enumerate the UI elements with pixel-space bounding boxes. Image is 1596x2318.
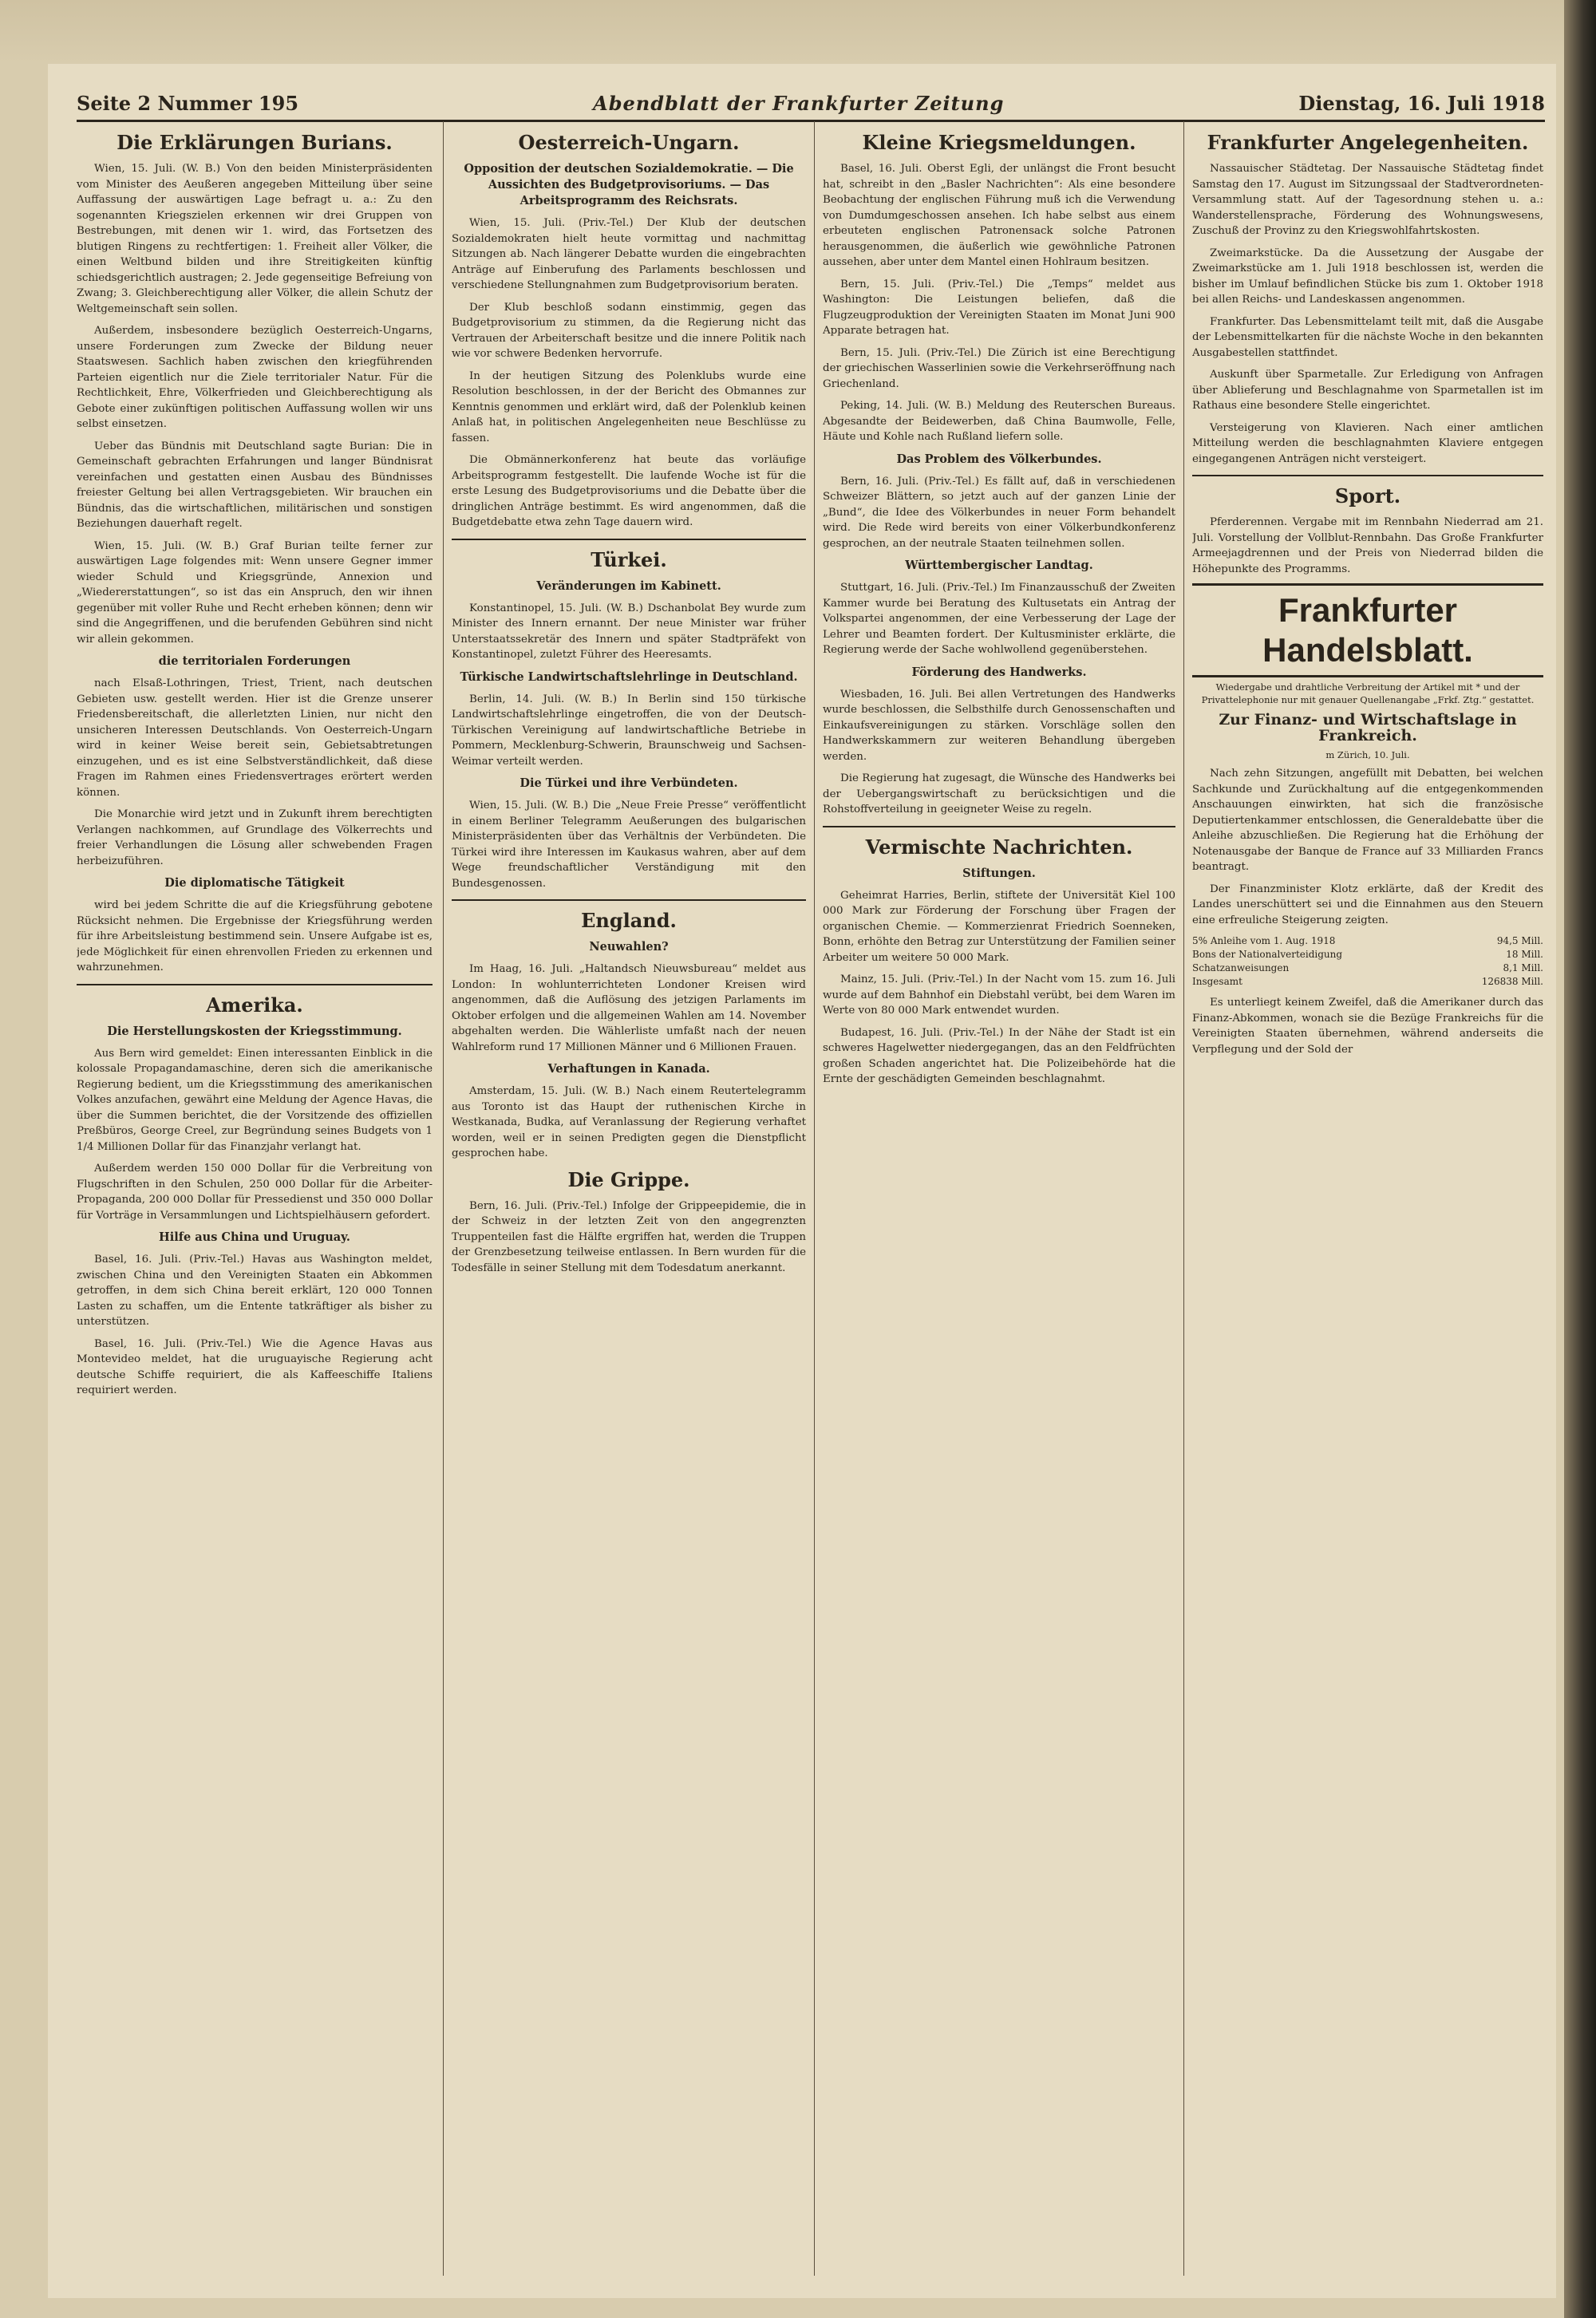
article-paragraph: Auskunft über Sparmetalle. Zur Erledigung von Anfragen über Ablieferung und Beschlagnahme von Sparmetallen ist im Rathaus eine besondere Stelle eingerichtet. xyxy=(1192,369,1543,412)
article-paragraph: Es unterliegt keinem Zweifel, daß die Amerikaner durch das Finanz-Abkommen, wonach sie die Bezüge Frankreichs für die Vereinigten Staaten übernehmen, während anderseits die Verpflegung und der Sold der xyxy=(1192,997,1543,1056)
article-paragraph: Konstantinopel, 15. Juli. (W. B.) Dschanbolat Bey wurde zum Minister des Innern ernannt. Der neue Minister war früher Unterstaatssekretär des Innern und später Stadtpräfekt von Konstantinopel, zuletzt Führer des Heeresamts. xyxy=(452,602,806,661)
article-paragraph: Wien, 15. Juli. (W. B.) Von den beiden Ministerpräsidenten vom Minister des Aeußeren angegeben Mitteilung über seine Auffassung der auswärtigen Lage befragt u. a.: Zu den sogenannten Kriegszielen erkennen wir drei Gruppen von Bestrebungen, mit denen wir 1. wird, das Fortsetzen des blutigen Ringens zu rechtfertigen: 1. Freiheit aller Völker, die einen Weltbund bilden und ihre Streitigkeiten künftig schiedsgerichtlich austragen; 2. Jede gegenseitige Befreiung von Zwang; 3. Gleichberechtigung aller Völker, die allein Schutz der Weltgemeinschaft sein sollen. xyxy=(77,163,433,315)
article-paragraph: wird bei jedem Schritte die auf die Kriegsführung gebotene Rücksicht nehmen. Die Ergebnisse der Kriegsführung werden für ihre Arbeitsleistung bestimmend sein. Unsere Aufgabe ist es, jede Möglichkeit für einen ehrenvollen Frieden zu erkennen und wahrzunehmen. xyxy=(77,899,433,973)
article-title: Türkei. xyxy=(591,547,667,571)
table-cell: 5% Anleihe vom 1. Aug. 1918 xyxy=(1192,935,1336,946)
article-paragraph: Stuttgart, 16. Juli. (Priv.-Tel.) Im Finanzausschuß der Zweiten Kammer wurde bei Beratung des Kultusetats ein Antrag der Volkspartei angenommen, der eine Verbesserung der Lage der Lehrer und Beamten fordert. Der Kultusminister erklärte, die Regierung werde der Sache wohlwollend gegenüberstehen. xyxy=(823,582,1175,656)
table-cell: Bons der Nationalverteidigung xyxy=(1192,949,1343,960)
article-paragraph: Außerdem, insbesondere bezüglich Oesterreich-Ungarns, unsere Forderungen zum Zwecke der Bildung neuer Staatswesen. Sachlich haben zwischen den kriegführenden Parteien eigentlich nur die Ziele territorialer Natur. Für die Rechtlichkeit, Ehre, Völkerfrieden und Gleichberechtigung als Gebote einer zukünftigen politischen Auffassung wollen wir uns selbst einsetzen. xyxy=(77,325,433,430)
article-paragraph: Bern, 15. Juli. (Priv.-Tel.) Die „Temps“ meldet aus Washington: Die Leistungen beliefen, daß die Flugzeugproduktion der Vereinigten Staaten im Monat Juni 900 Apparate betragen hat. xyxy=(823,278,1175,337)
article-title: Vermischte Nachrichten. xyxy=(865,835,1133,859)
article-title: Amerika. xyxy=(206,993,303,1017)
handelsblatt-notice: Wiedergabe und drahtliche Verbreitung der Artikel mit * und der Privattelephonie nur mit genauer Quellenangabe „Frkf. Ztg.“ gestattet. xyxy=(1201,681,1535,705)
section-subheading: Die Herstellungskosten der Kriegsstimmung. xyxy=(107,1024,402,1038)
column-3 xyxy=(823,126,1175,2280)
section-rule xyxy=(1192,475,1543,476)
section-subheading: Veränderungen im Kabinett. xyxy=(536,579,721,593)
article-paragraph: Amsterdam, 15. Juli. (W. B.) Nach einem Reutertelegramm aus Toronto ist das Haupt der ruthenischen Kirche in Westkanada, Budka, auf Veranlassung der Regierung verhaftet worden, weil er in seinen Predigten gegen die Dienstpflicht gesprochen habe. xyxy=(452,1085,806,1159)
article-paragraph: Wien, 15. Juli. (W. B.) Die „Neue Freie Presse“ veröffentlicht in einem Berliner Telegramm Aeußerungen des bulgarischen Ministerpräsidenten über das Verhältnis der Verbündeten. Die Türkei wird ihre Interessen im Kaukasus wahren, aber auf dem Wege freundschaftlicher Verständigung mit den Bundesgenossen. xyxy=(452,800,806,890)
article-paragraph: Der Klub beschloß sodann einstimmig, gegen das Budgetprovisorium zu stimmen, da die Regierung nicht das Vertrauen der Arbeiterschaft besitze und die innere Politik nach wie vor schwere Bedenken hervorrufe. xyxy=(452,301,806,360)
issue-date: Dienstag, 16. Juli 1918 xyxy=(1298,92,1545,115)
article-title: Oesterreich-Ungarn. xyxy=(518,131,740,154)
article-paragraph: Nassauischer Städtetag. Der Nassauische Städtetag findet Samstag den 17. August im Sitzungssaal der Stadtverordneten-Versammlung statt. Auf der Tagesordnung stehen u. a.: Wanderstellensprache, Förderung des Wohnungswesens, Zuschuß der Provinz zu den Kriegswohlfahrtskosten. xyxy=(1192,163,1543,237)
article-title: Die Grippe. xyxy=(567,1167,690,1191)
article-paragraph: Ueber das Bündnis mit Deutschland sagte Burian: Die in Gemeinschaft gebrachten Erfahrungen und langer Bündnisrat vereinfachen und gestatten einen Ausbau des Bündnisses freiester Geltung bei allen Vertragsgebieten. Wir brauchen ein Bündnis, das die wirtschaftlichen, militärischen und sonstigen Beziehungen dauerhaft regelt. xyxy=(77,440,433,530)
article-paragraph: Basel, 16. Juli. (Priv.-Tel.) Wie die Agence Havas aus Montevideo meldet, hat die uruguayische Regierung acht deutsche Schiffe requiriert, die als Kaffeeschiffe Italiens requiriert werden. xyxy=(77,1337,433,1396)
article-paragraph: In der heutigen Sitzung des Polenklubs wurde eine Resolution beschlossen, in der der Bericht des Obmannes zur Kenntnis genommen und erklärt wird, daß der Polenklub keinen Anlaß hat, in politischen Angelegenheiten neue Beschlüsse zu fassen. xyxy=(452,369,806,444)
article-title: Zur Finanz- und Wirtschaftslage in Frankreich. xyxy=(1219,711,1517,744)
figures-table xyxy=(1192,934,1543,989)
section-rule xyxy=(823,826,1175,827)
article-paragraph: Wien, 15. Juli. (Priv.-Tel.) Der Klub der deutschen Sozialdemokraten hielt heute vormittag und nachmittag Sitzungen ab. Nach längerer Debatte wurden die eingebrachten Anträge auf Einberufung des Parlaments beschlossen und verschiedene Stellungnahmen zum Budgetprovisorium beraten. xyxy=(452,217,806,291)
article-paragraph: Wiesbaden, 16. Juli. Bei allen Vertretungen des Handwerks wurde beschlossen, die Selbsthilfe durch Genossenschaften und Einkaufsvereinigungen zu stärken. Vorschläge sollen den Handwerkskammern zur weiteren Behandlung übergeben werden. xyxy=(823,688,1175,763)
article-paragraph: Peking, 14. Juli. (W. B.) Meldung des Reuterschen Bureaus. Abgesandte der Beidewerben, daß China Baumwolle, Felle, Häute und Kohle nach Rußland liefern solle. xyxy=(823,400,1175,443)
table-row xyxy=(1192,948,1543,962)
article-paragraph: Wien, 15. Juli. (W. B.) Graf Burian teilte ferner zur auswärtigen Lage folgendes mit: Wenn unsere Gegner immer wieder Schuld und Kriegsgründe, Annexion und „Wiedererstattungen“, so ist das ein Anspruch, den wir ihnen gegenüber mit voller Ruhe und Recht erheben können; denn wir sind die Angegriffenen, und die berufenden Gebühren sind nicht wir allein gekommen. xyxy=(77,539,433,646)
article-paragraph: Berlin, 14. Juli. (W. B.) In Berlin sind 150 türkische Landwirtschaftslehrlinge eingetroffen, die von der Deutsch-Türkischen Vereinigung auf landwirtschaftliche Betriebe in Pommern, Mecklenburg-Schwerin, Braunschweig und Sachsen-Weimar verteilt werden. xyxy=(452,693,806,768)
table-cell: Schatzanweisungen xyxy=(1192,962,1290,973)
section-subheading: die territorialen Forderungen xyxy=(158,654,351,668)
column-divider xyxy=(814,121,815,2276)
section-rule xyxy=(452,899,806,901)
article-paragraph: Die Monarchie wird jetzt und in Zukunft ihrem berechtigten Verlangen nachkommen, auf Grundlage des Völkerrechts und freier Verhandlungen die Lösung aller schwebenden Fragen herbeizuführen. xyxy=(77,808,433,867)
article-paragraph: Mainz, 15. Juli. (Priv.-Tel.) In der Nacht vom 15. zum 16. Juli wurde auf dem Bahnhof ein Diebstahl verübt, bei dem Waren im Werte von 80 000 Mark entwendet wurden. xyxy=(823,973,1175,1017)
section-subheading: Das Problem des Völkerbundes. xyxy=(896,452,1102,466)
section-rule xyxy=(452,539,806,540)
section-subheading: Verhaftungen in Kanada. xyxy=(547,1062,710,1076)
section-subheading: Neuwahlen? xyxy=(589,940,669,954)
section-subheading: Stiftungen. xyxy=(962,866,1036,880)
section-subheading: Türkische Landwirtschaftslehrlinge in Deutschland. xyxy=(460,669,798,684)
table-row xyxy=(1192,975,1543,989)
page-header xyxy=(77,80,1545,122)
section-subheading: Hilfe aus China und Uruguay. xyxy=(159,1230,350,1244)
article-title: Die Erklärungen Burians. xyxy=(117,131,393,154)
article-paragraph: Nach zehn Sitzungen, angefüllt mit Debatten, bei welchen Sachkunde und Zurückhaltung auf die entgegenkommenden Anschauungen einwirkten, hat sich die französische Deputiertenkammer entschlossen, die Generaldebatte über die Anleihe abzuschließen. Die Regierung hat die Erhöhung der Notenausgabe der Banque de France auf 33 Milliarden Francs beantragt. xyxy=(1192,768,1543,873)
article-paragraph: Bern, 16. Juli. (Priv.-Tel.) Es fällt auf, daß in verschiedenen Schweizer Blättern, so jetzt auch auf der ganzen Linie der „Bund“, die Idee des Völkerbundes in neuer Form behandelt wird. Die Rede wird bereits von einer Völkerbundkonferenz gesprochen, an der neutrale Staaten teilnehmen sollen. xyxy=(823,475,1175,550)
article-paragraph: Die Regierung hat zugesagt, die Wünsche des Handwerks bei der Uebergangswirtschaft zu berücksichtigen und die Rohstoffverteilung in geeigneter Weise zu regeln. xyxy=(823,772,1175,815)
scan-border-top xyxy=(0,0,1596,64)
masthead: Abendblatt der Frankfurter Zeitung xyxy=(593,92,1005,115)
article-paragraph: Der Finanzminister Klotz erklärte, daß der Kredit des Landes unerschüttert sei und die Einnahmen aus den Steuern eine erfreuliche Steigerung zeigten. xyxy=(1192,883,1543,926)
article-paragraph: Versteigerung von Klavieren. Nach einer amtlichen Mitteilung werden die beschlagnahmten Klaviere entgegen eingegangenen Anträgen nicht versteigert. xyxy=(1192,421,1543,465)
article-title: England. xyxy=(581,909,677,932)
article-paragraph: Pferderennen. Vergabe mit im Rennbahn Niederrad am 21. Juli. Vorstellung der Vollblut-Rennbahn. Das Große Frankfurter Armeejagdrennen und der Preis von Niederrad bilden die Höhepunkte des Programms. xyxy=(1192,516,1543,575)
section-subheading: Förderung des Handwerks. xyxy=(911,665,1087,679)
table-row xyxy=(1192,934,1543,948)
table-cell: 8,1 Mill. xyxy=(1503,962,1543,973)
column-1 xyxy=(77,126,433,2280)
article-paragraph: Basel, 16. Juli. (Priv.-Tel.) Havas aus Washington meldet, zwischen China und den Vereinigten Staaten ein Abkommen getroffen, in dem sich China bereit erklärt, 120 000 Tonnen Lasten zu schaffen, um die Entente tatkräftiger als bisher zu unterstützen. xyxy=(77,1254,433,1328)
article-paragraph: Im Haag, 16. Juli. „Haltandsch Nieuwsbureau“ meldet aus London: In wohlunterrichteten Londoner Kreisen wird angenommen, daß die Auflösung des jetzigen Parlaments im Oktober erfolgen und die allgemeinen Wahlen am 14. November abgehalten werden. Die Wählerliste umfaßt nach der neuen Wahlreform rund 17 Millionen Männer und 6 Millionen Frauen. xyxy=(452,963,806,1053)
article-title: Sport. xyxy=(1334,484,1401,507)
article-paragraph: nach Elsaß-Lothringen, Triest, Trient, nach deutschen Gebieten usw. gestellt werden. Hier ist die Grenze unserer Friedensbereitschaft, die allerletzten Linien, nur nicht den unsicheren Interessen Deutschlands. Von Oesterreich-Ungarn wird in keiner Weise bereit sein, Gebietsabtretungen einzugehen, und es ist eine Selbstverständlichkeit, daß diese Fragen im Rahmen eines Friedensvertrages erörtert werden können. xyxy=(77,677,433,799)
article-paragraph: Außerdem werden 150 000 Dollar für die Verbreitung von Flugschriften in den Schulen, 250 000 Dollar für die Arbeiter-Propaganda, 200 000 Dollar für Pressedienst und 350 000 Dollar für Vorträge in Versammlungen und Lichtspielhäusern gefordert. xyxy=(77,1163,433,1222)
article-paragraph: Frankfurter. Das Lebensmittelamt teilt mit, daß die Ausgabe der Lebensmittelkarten für die nächste Woche in den bekannten Ausgabestellen stattfindet. xyxy=(1192,315,1543,359)
article-paragraph: Bern, 16. Juli. (Priv.-Tel.) Infolge der Grippeepidemie, die in der Schweiz in der letzten Zeit von den angegrenzten Truppenteilen fast die Hälfte ergriffen hat, werden die Truppen der Grenzbesetzung teilweise entlassen. In Bern wurden für die Todesfälle in seiner Stellung mit dem Todesdatum anerkannt. xyxy=(452,1199,806,1274)
table-row xyxy=(1192,962,1543,975)
column-2 xyxy=(452,126,806,2280)
section-subheading: Die diplomatische Tätigkeit xyxy=(164,876,345,890)
article-paragraph: Budapest, 16. Juli. (Priv.-Tel.) In der Nähe der Stadt ist ein schweres Hagelwetter niedergegangen, das an den Feldfrüchten großen Schaden angerichtet hat. Die Polizeibehörde hat die Ernte der geschädigten Gemeinden beschlagnahmt. xyxy=(823,1026,1175,1085)
section-subheading: Die Türkei und ihre Verbündeten. xyxy=(519,776,738,790)
section-subheading: Opposition der deutschen Sozialdemokratie. — Die Aussichten des Budgetprovisoriums. — Das Arbeitsprogramm des Reichsrats. xyxy=(464,162,794,207)
article-paragraph: Basel, 16. Juli. Oberst Egli, der unlängst die Front besucht hat, schreibt in den „Basler Nachrichten“: Als eine besondere Beobachtung der englischen Führung muß ich die Verwendung von Dumdumgeschossen ansehen. Ich habe selbst aus einem erbeuteten englischen Patronensack solche Patronen herausgenommen, die äußerlich wie gewöhnliche Patronen aussehen, aber unter dem Mantel einen Hohlraum besitzen. xyxy=(823,163,1175,268)
article-paragraph: Aus Bern wird gemeldet: Einen interessanten Einblick in die kolossale Propagandamaschine, deren sich die amerikanische Regierung bedient, um die Kriegsstimmung des amerikanischen Volkes anzufachen, gewährt eine Meldung der Agence Havas, die über die Summen berichtet, die der Vorsitzende des offiziellen Preßbüros, George Creel, zur Begründung seines Budgets von 1 1/4 Millionen Dollar für das Finanzjahr verlangt hat. xyxy=(77,1047,433,1153)
table-cell: 18 Mill. xyxy=(1506,949,1543,960)
page-number: Seite 2 Nummer 195 xyxy=(77,92,299,115)
section-rule xyxy=(77,984,433,985)
handelsblatt-title: Frankfurter Handelsblatt. xyxy=(1192,583,1543,677)
article-title: Frankfurter Angelegenheiten. xyxy=(1207,131,1529,154)
column-divider xyxy=(1183,121,1184,2276)
column-4 xyxy=(1192,126,1543,2280)
column-divider xyxy=(443,121,444,2276)
article-paragraph: Zweimarkstücke. Da die Aussetzung der Ausgabe der Zweimarkstücke am 1. Juli 1918 beschlossen ist, werden die bisher im Umlauf befindlichen Stücke bis zum 1. Oktober 1918 bei allen Reichs- und Landeskassen angenommen. xyxy=(1192,247,1543,306)
article-title: Kleine Kriegsmeldungen. xyxy=(862,131,1136,154)
article-paragraph: Bern, 15. Juli. (Priv.-Tel.) Die Zürich ist eine Berechtigung der griechischen Wasserlinien sowie die Verkehrseröffnung nach Griechenland. xyxy=(823,346,1175,390)
table-cell: Insgesamt xyxy=(1192,976,1242,987)
table-cell: 94,5 Mill. xyxy=(1496,935,1543,946)
article-paragraph: Geheimrat Harries, Berlin, stiftete der Universität Kiel 100 000 Mark zur Förderung der Forschung über Fragen der organischen Chemie. — Kommerzienrat Friedrich Soenneken, Bonn, erhöhte den Betrag zur Unterstützung der Familien seiner Arbeiter um weitere 50 000 Mark. xyxy=(823,889,1175,964)
page-binding-edge xyxy=(1564,0,1596,2318)
table-cell: 126838 Mill. xyxy=(1481,976,1543,987)
dateline: m Zürich, 10. Juli. xyxy=(1325,749,1410,760)
section-subheading: Württembergischer Landtag. xyxy=(905,559,1093,572)
article-paragraph: Die Obmännerkonferenz hat beute das vorläufige Arbeitsprogramm festgestellt. Die laufende Woche ist für die erste Lesung des Budgetprovisoriums und die Debatte über die dringlichen Anträge bestimmt. Es wird angenommen, daß die Budgetdebatte etwa zehn Tage dauern wird. xyxy=(452,454,806,528)
